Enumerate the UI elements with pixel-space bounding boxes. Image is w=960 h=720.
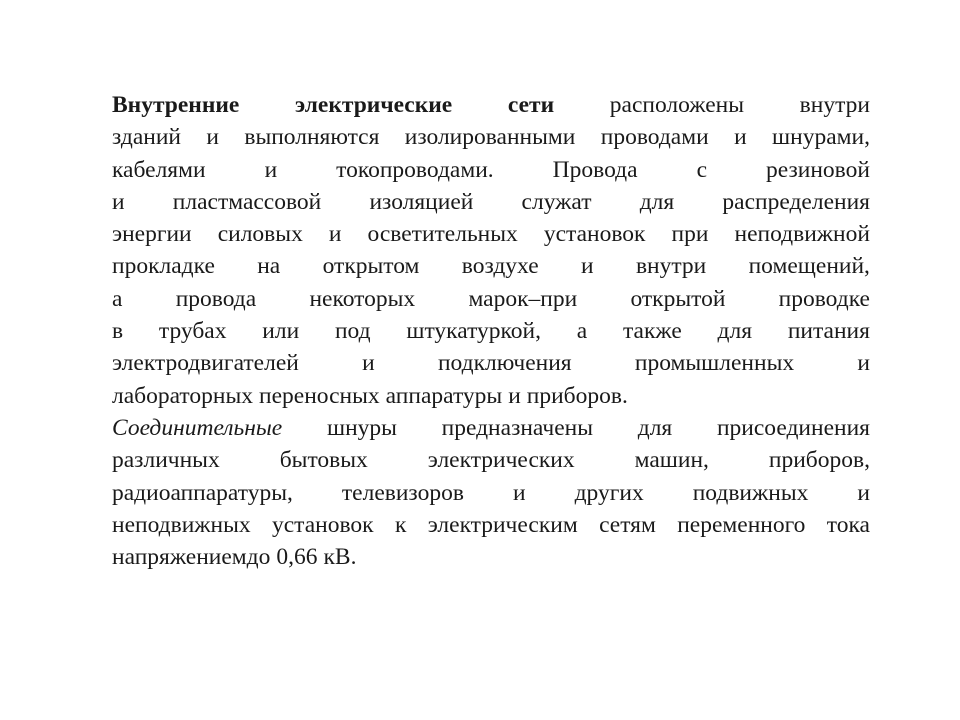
term-bold-word: сети — [507, 92, 555, 118]
text-line — [112, 315, 870, 347]
word: и — [512, 479, 526, 506]
word: служат — [521, 188, 592, 215]
word: а — [576, 318, 588, 345]
word: выполняются — [244, 124, 380, 151]
word: 0,66 — [276, 544, 318, 571]
word: промышленных — [634, 350, 795, 377]
word: внутри — [635, 253, 707, 280]
word: установок — [272, 511, 374, 538]
text-line — [112, 509, 870, 541]
word: для — [637, 414, 673, 441]
word: кВ. — [323, 544, 357, 571]
word: силовых — [217, 221, 303, 248]
word: электрических — [427, 447, 575, 474]
word: и — [508, 382, 521, 409]
word: и — [857, 350, 870, 377]
word: различных — [112, 447, 220, 474]
paragraph-1 — [112, 89, 870, 412]
word: в — [112, 318, 124, 345]
word: к — [394, 511, 407, 538]
word: проводке — [778, 285, 870, 312]
word: радиоаппаратуры, — [112, 479, 293, 506]
text-line — [112, 477, 870, 509]
word: помещений, — [748, 253, 870, 280]
word: и — [734, 124, 747, 151]
term-bold-word: электрические — [295, 92, 453, 118]
word: распределения — [722, 188, 870, 215]
word: при — [671, 221, 709, 248]
word: переносных — [259, 382, 380, 409]
text-line — [112, 186, 870, 218]
word: с — [696, 156, 707, 183]
word: энергии — [112, 221, 192, 248]
word: провода — [175, 285, 257, 312]
word: переменного — [677, 511, 806, 538]
text-line — [112, 380, 870, 412]
paragraph-2 — [112, 412, 870, 573]
word: машин, — [634, 447, 709, 474]
word: или — [262, 318, 300, 345]
text-line — [112, 218, 870, 250]
text-line — [112, 444, 870, 476]
word: приборов. — [526, 382, 628, 409]
word: а — [112, 285, 123, 312]
word: установок — [543, 221, 646, 248]
text-line — [112, 89, 870, 121]
word: открытой — [630, 285, 726, 312]
word: присоединения — [716, 414, 870, 441]
word: и — [328, 221, 342, 248]
word: резиновой — [766, 156, 870, 183]
text-line — [112, 283, 870, 315]
word: и — [581, 253, 594, 280]
word: неподвижной — [734, 221, 870, 248]
word: и — [362, 350, 375, 377]
word: и — [112, 188, 125, 215]
word: также — [622, 318, 682, 345]
word: прокладке — [112, 253, 215, 280]
word: подключения — [437, 350, 572, 377]
word: под — [334, 318, 371, 345]
word: телевизоров — [341, 479, 464, 506]
word: бытовых — [279, 447, 368, 474]
text-line — [112, 412, 870, 444]
word: и — [264, 156, 278, 183]
word: шнурами, — [772, 124, 870, 151]
word: неподвижных — [112, 511, 251, 538]
word: тока — [826, 511, 870, 538]
word: и — [206, 124, 219, 151]
word: открытом — [322, 253, 420, 280]
word: штукатуркой, — [406, 318, 541, 345]
text-line — [112, 347, 870, 379]
word: зданий — [112, 124, 181, 151]
text-line — [112, 541, 870, 573]
word: на — [257, 253, 281, 280]
word: и — [857, 479, 870, 506]
word: шнуры — [326, 414, 397, 441]
text-line — [112, 121, 870, 153]
word: приборов, — [768, 447, 870, 474]
word: изолированными — [404, 124, 576, 151]
word: напряжениемдо — [112, 544, 271, 571]
word: осветительных — [367, 221, 518, 248]
word: кабелями — [112, 156, 206, 183]
word: марок–при — [468, 285, 578, 312]
word: воздухе — [461, 253, 539, 280]
word: подвижных — [692, 479, 809, 506]
word: аппаратуры — [385, 382, 503, 409]
word: токопроводами. — [336, 156, 494, 183]
word: электродвигателей — [112, 350, 299, 377]
word: проводами — [600, 124, 709, 151]
word: расположены — [609, 92, 745, 118]
word: других — [574, 479, 644, 506]
word: пластмассовой — [172, 188, 322, 215]
text-line — [112, 250, 870, 282]
word: питания — [787, 318, 870, 345]
word: трубах — [158, 318, 227, 345]
word: электрическим — [427, 511, 578, 538]
word: лабораторных — [112, 382, 254, 409]
term-italic-word: Соединительные — [112, 414, 283, 441]
word: некоторых — [309, 285, 416, 312]
word: сетям — [599, 511, 656, 538]
term-bold-word: Внутренние — [112, 92, 240, 118]
word: предназначены — [441, 414, 594, 441]
word: Провода — [552, 156, 638, 183]
word: изоляцией — [369, 188, 474, 215]
word: для — [717, 318, 753, 345]
text-line — [112, 154, 870, 186]
word: для — [639, 188, 675, 215]
text-block — [112, 89, 870, 573]
word: внутри — [799, 92, 870, 118]
